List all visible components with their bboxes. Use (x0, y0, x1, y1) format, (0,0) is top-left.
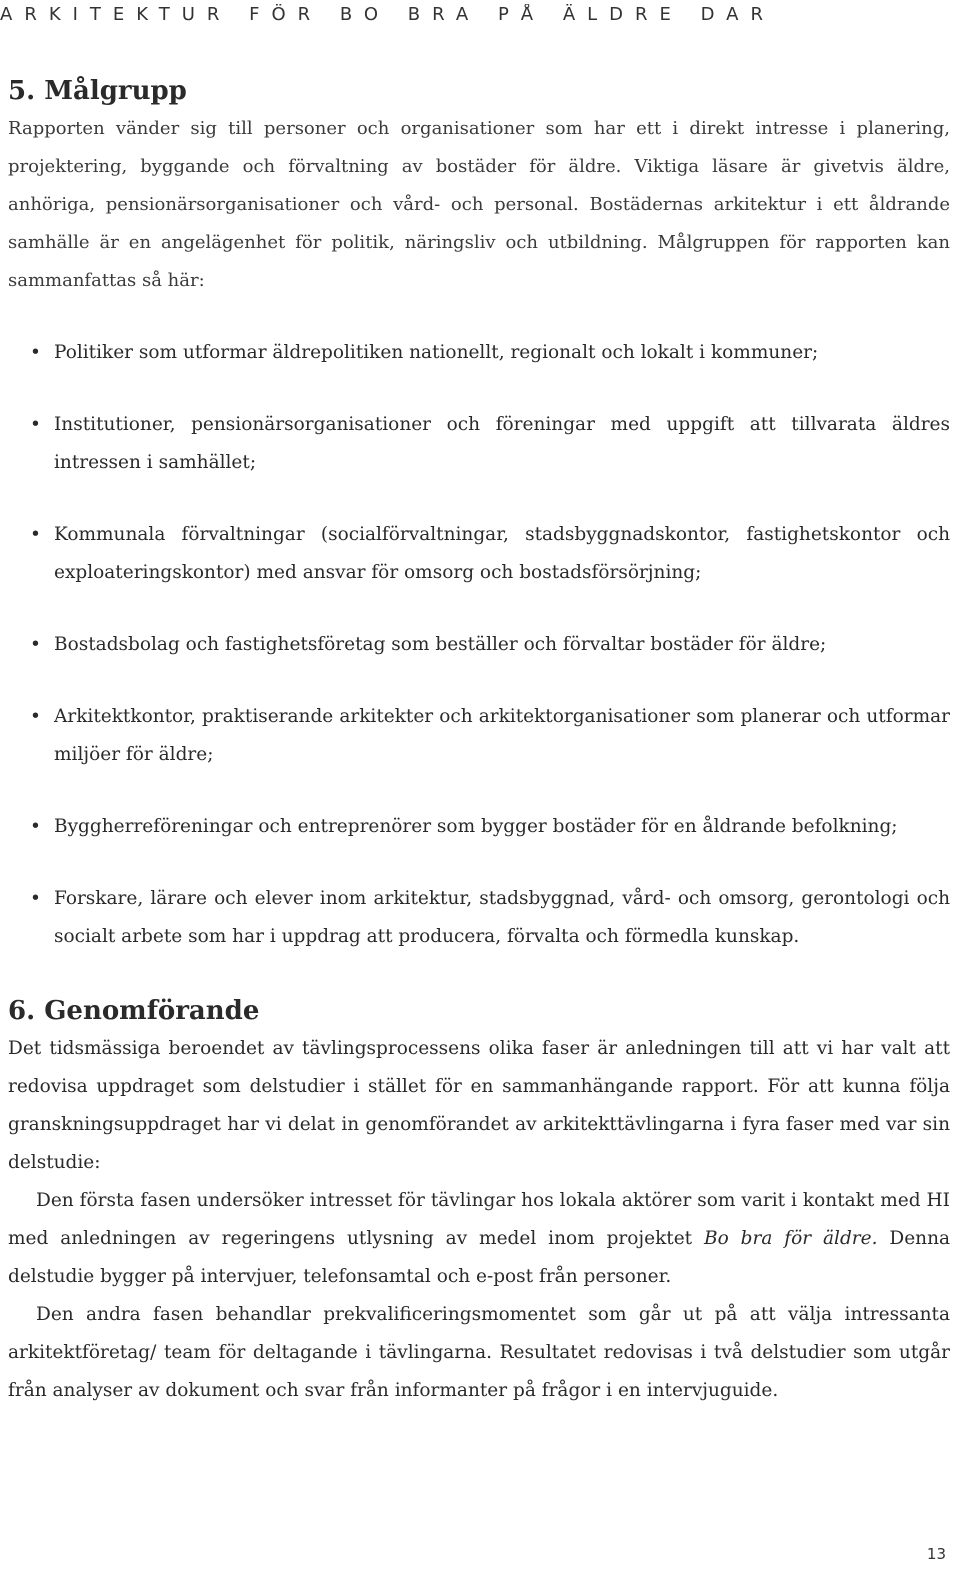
running-header: ARKITEKTUR FÖR BO BRA PÅ ÄLDRE DAR (0, 4, 775, 25)
section-6-paragraph-1: Det tidsmässiga beroendet av tävlingsprocessens olika faser är anledningen till att vi har valt att redovisa uppdraget som delstudier i stället för en sammanhängande rapport. För att kunna följa granskningsuppdraget har vi delat in genomförandet av arkitekttävlingarna i fyra faser med var sin delstudie: (8, 1038, 950, 1173)
list-item: • Forskare, lärare och elever inom arkitektur, stadsbyggnad, vård- och omsorg, gerontologi och socialt arbete som har i uppdrag att producera, förvalta och förmedla kunskap. (8, 880, 950, 956)
list-item: • Arkitektkontor, praktiserande arkitekter och arkitektorganisationer som planerar och utformar miljöer för äldre; (8, 698, 950, 774)
list-item: • Byggherreföreningar och entreprenörer som bygger bostäder för en åldrande befolkning; (8, 808, 950, 846)
list-item: • Bostadsbolag och fastighetsföretag som beställer och förvaltar bostäder för äldre; (8, 626, 950, 664)
section-6-paragraph-3: Den andra fasen behandlar prekvalificeringsmomentet som går ut på att välja intressanta arkitektföretag/ team för deltagande i tävlingarna. Resultatet redovisas i två delstudier som utgår från analyser av dokument och svar från informanter på frågor i en intervjuguide. (8, 1304, 950, 1401)
paragraph-2-text-a: Den första fasen undersöker intresset för tävlingar hos lokala aktörer som varit i kontakt med HI med anledningen av regeringens utlysning av medel inom projektet (8, 1190, 950, 1249)
target-group-list (8, 334, 950, 956)
project-name: Bo bra för äldre. (704, 1228, 878, 1249)
page-number: 13 (926, 1545, 946, 1563)
section-6-paragraph-2 (8, 1182, 950, 1296)
page-body (8, 72, 950, 1410)
list-item: • Institutioner, pensionärsorganisationer och föreningar med uppgift att tillvarata äldres intressen i samhället; (8, 406, 950, 482)
list-item: • Kommunala förvaltningar (socialförvaltningar, stadsbyggnadskontor, fastighetskontor och exploateringskontor) med ansvar för omsorg och bostadsförsörjning; (8, 516, 950, 592)
section-5-heading: 5. Målgrupp (8, 76, 187, 106)
paragraph-2-text-b: Denna delstudie bygger på intervjuer, telefonsamtal och e-post från personer. (8, 1228, 951, 1287)
section-6 (8, 992, 950, 1410)
section-5-intro: Rapporten vänder sig till personer och organisationer som har ett i direkt intresse i planering, projektering, byggande och förvaltning av bostäder för äldre. Viktiga läsare är givetvis äldre, anhöriga, pensionärsorganisationer och vård- och personal. Bostädernas arkitektur i ett åldrande samhälle är en angelägenhet för politik, näringsliv och utbildning. Målgruppen för rapporten kan sammanfattas så här: (8, 118, 950, 291)
section-6-heading: 6. Genomförande (8, 996, 260, 1026)
list-item: • Politiker som utformar äldrepolitiken nationellt, regionalt och lokalt i kommuner; (8, 334, 950, 372)
